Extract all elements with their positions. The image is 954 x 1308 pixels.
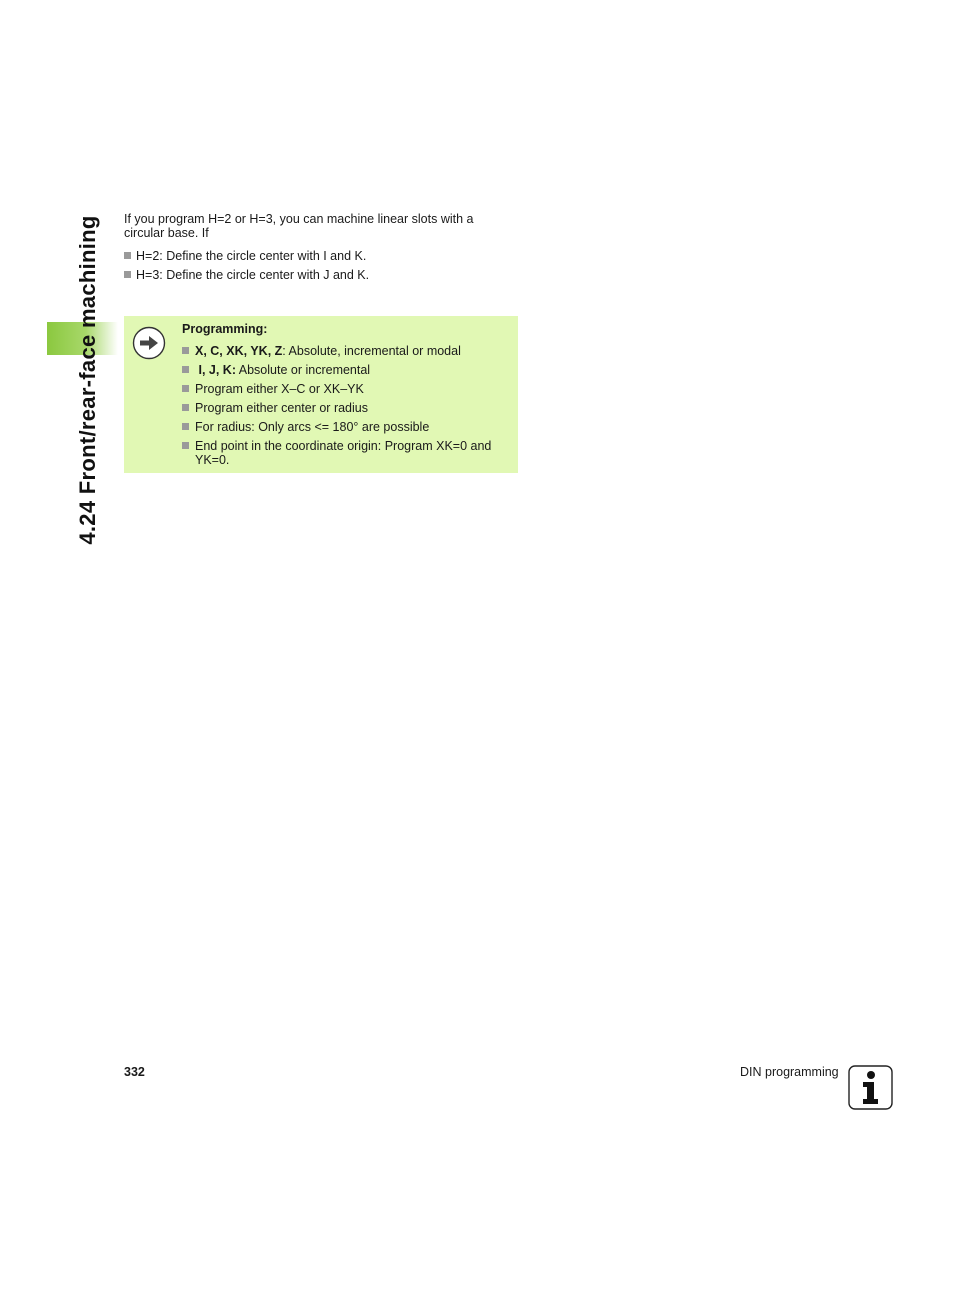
arrow-right-icon xyxy=(132,326,166,360)
list-item: End point in the coordinate origin: Program XK=0 and YK=0. xyxy=(182,439,512,467)
list-item: Program either X–C or XK–YK xyxy=(182,382,512,396)
bullet-square-icon xyxy=(182,442,189,449)
intro-paragraph: If you program H=2 or H=3, you can machine linear slots with a circular base. If xyxy=(124,212,474,240)
bullet-square-icon xyxy=(124,252,131,259)
note-title: Programming: xyxy=(182,322,268,336)
note-list xyxy=(182,344,512,472)
bullet-square-icon xyxy=(182,404,189,411)
list-item: Program either center or radius xyxy=(182,401,512,415)
list-item: H=3: Define the circle center with J and K. xyxy=(124,268,369,287)
footer-section: DIN programming xyxy=(740,1065,839,1079)
chapter-title: 4.24 Front/rear-face machining xyxy=(75,215,100,545)
bullet-square-icon xyxy=(182,347,189,354)
list-item: X, C, XK, YK, Z: Absolute, incremental or modal xyxy=(182,344,512,358)
info-icon xyxy=(848,1065,893,1110)
bullet-list xyxy=(124,249,369,287)
page-number: 332 xyxy=(124,1065,145,1079)
programming-note xyxy=(124,316,518,473)
list-item: I, J, K: Absolute or incremental xyxy=(182,363,512,377)
list-item: H=2: Define the circle center with I and K. xyxy=(124,249,369,268)
list-item: For radius: Only arcs <= 180° are possible xyxy=(182,420,512,434)
bullet-square-icon xyxy=(182,385,189,392)
bullet-square-icon xyxy=(182,366,189,373)
bullet-square-icon xyxy=(124,271,131,278)
bullet-square-icon xyxy=(182,423,189,430)
